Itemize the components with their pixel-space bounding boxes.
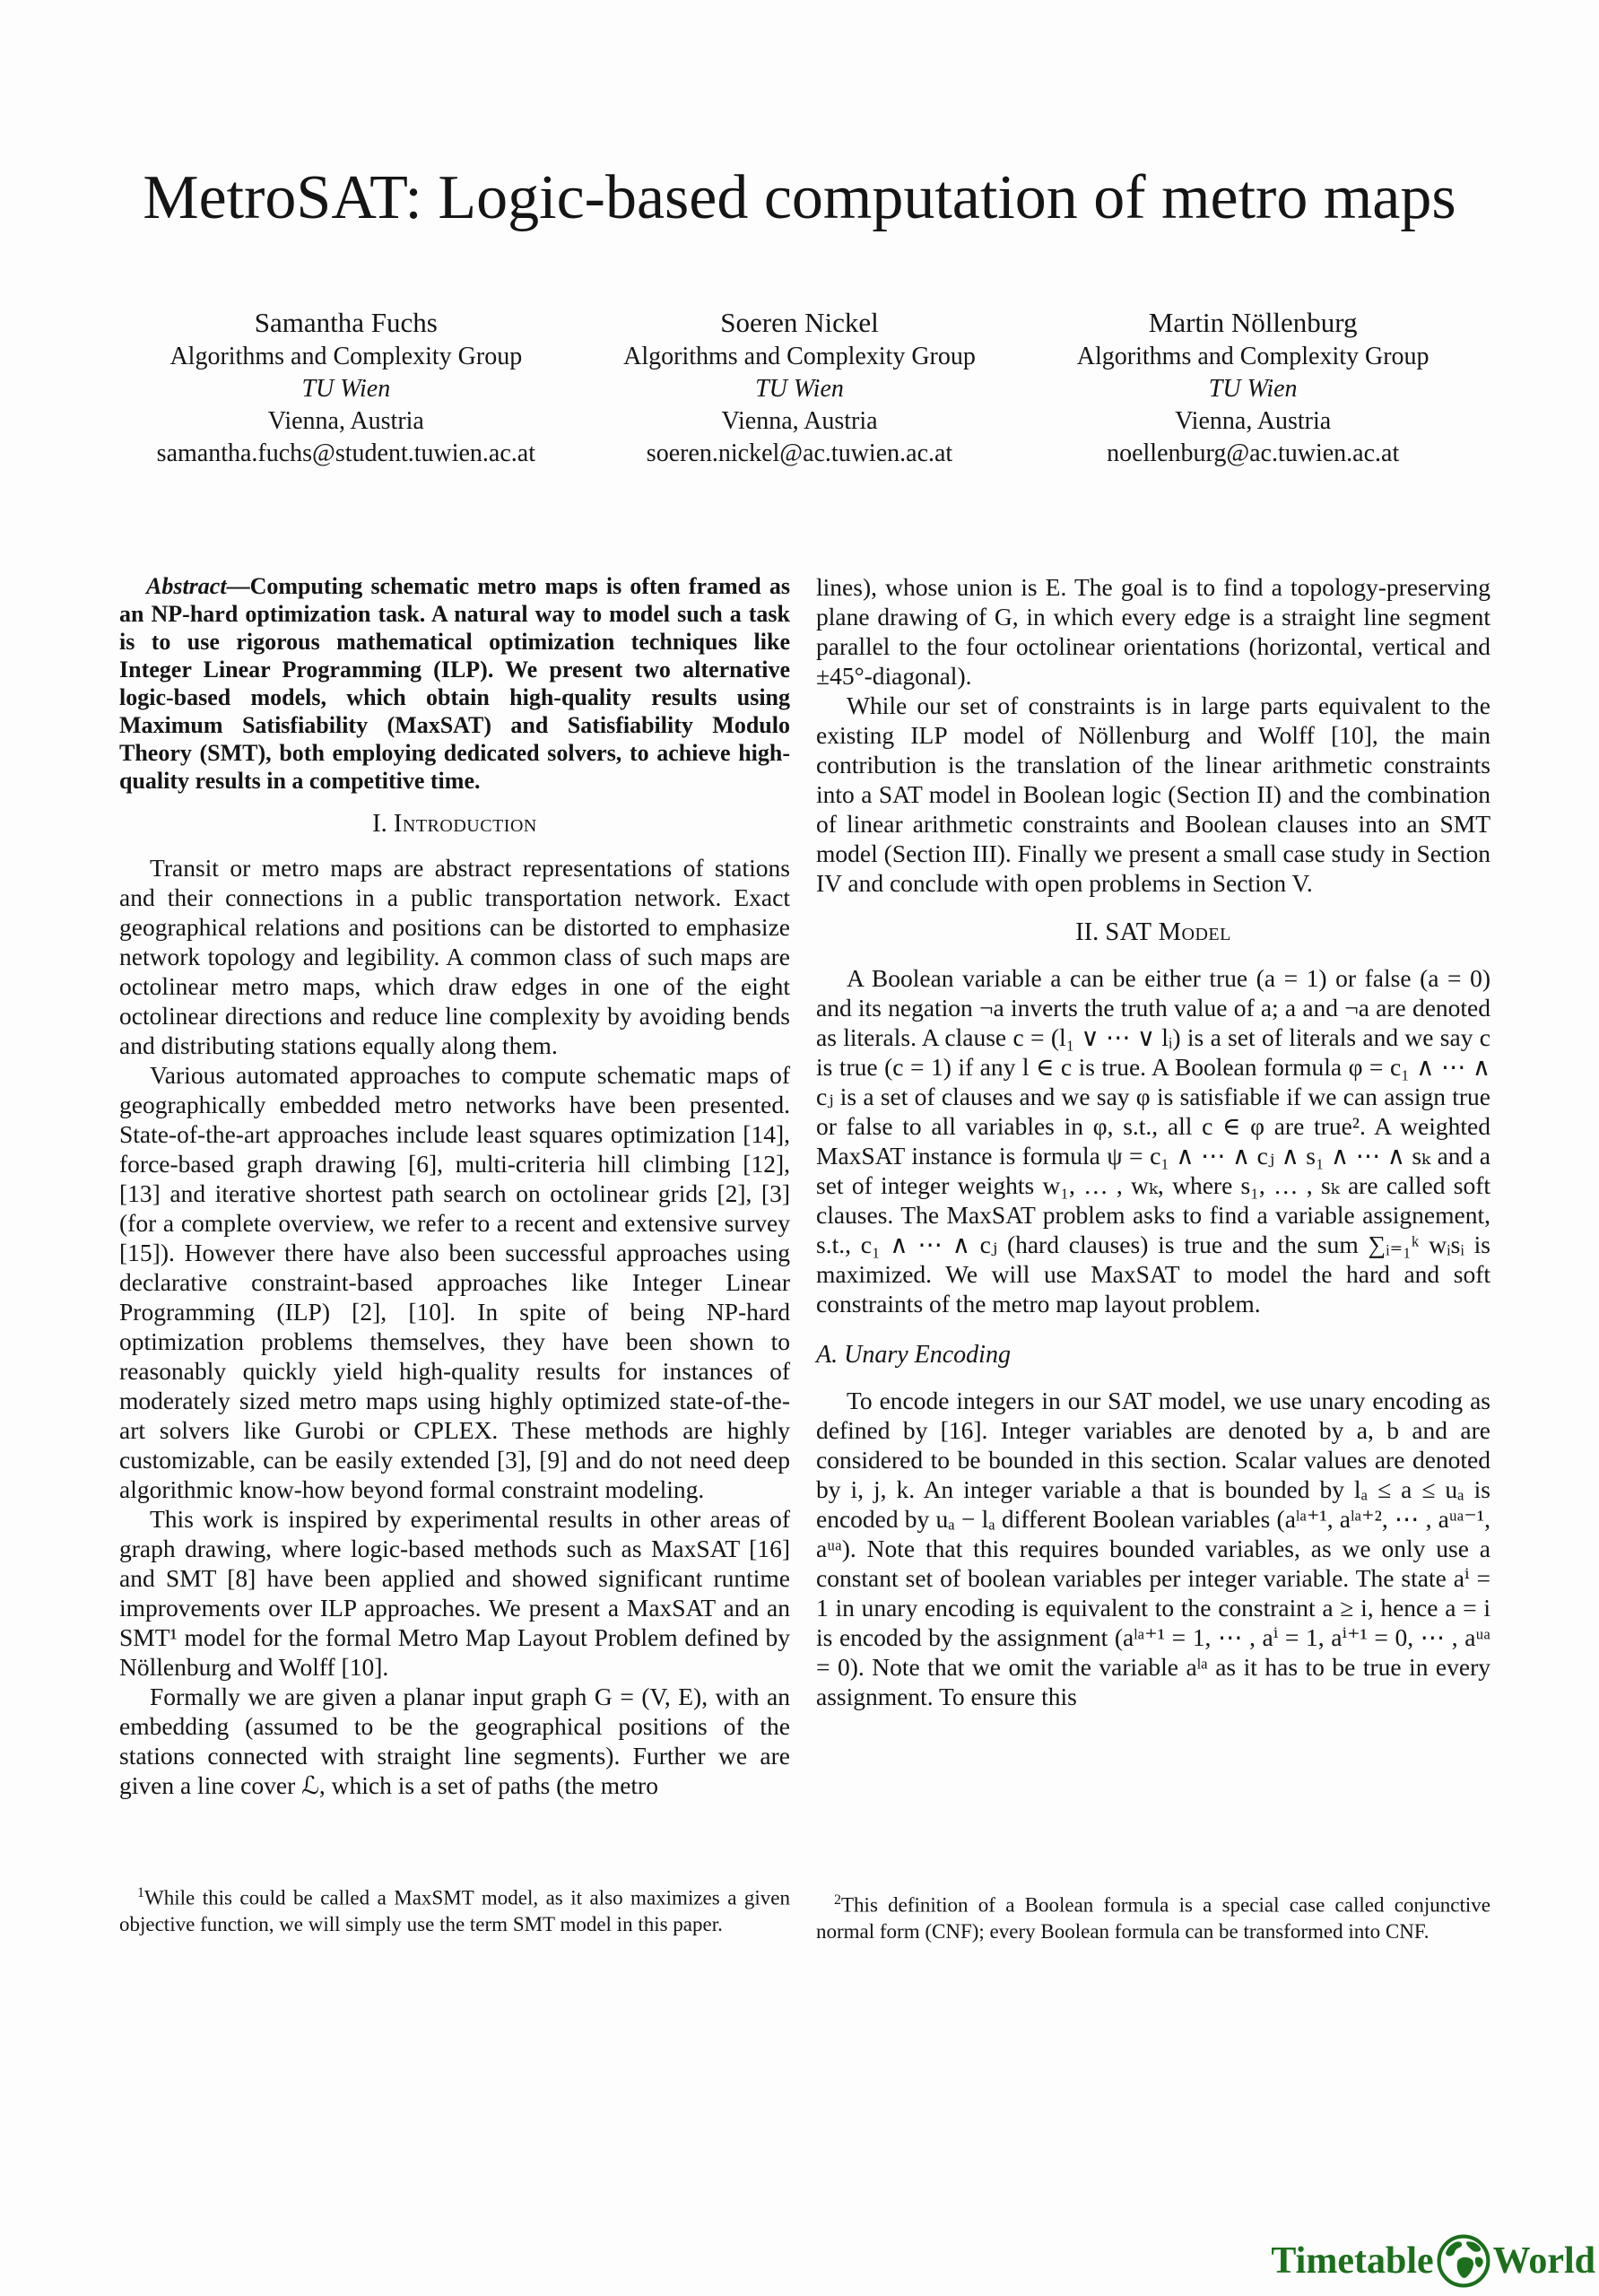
author-1 [119,305,573,470]
author-block [119,305,1480,470]
paragraph: lines), whose union is E. The goal is to find a topology-preserving plane drawing of G, in which every edge is a straight line segment parallel to the four octolinear orientations (horizontal, vertical and ±45°-diagonal). [816,573,1490,690]
logo-word-right: World [1492,2240,1595,2282]
author-location: Vienna, Austria [1175,407,1332,435]
abstract-label: Abstract [146,573,227,599]
footnote-text [119,1880,790,1937]
author-location: Vienna, Austria [721,407,878,435]
author-name: Martin Nöllenburg [1148,307,1358,338]
author-email: samantha.fuchs@student.tuwien.ac.at [156,439,535,467]
section-heading-introduction [119,809,790,839]
logo-word-left: Timetable [1271,2240,1434,2282]
author-group: Algorithms and Complexity Group [169,343,523,370]
page-title: MetroSAT: Logic-based computation of metro maps [143,163,1456,232]
section-number: II. [1075,918,1099,946]
paragraph: Formally we are given a planar input graph G = (V, E), with an embedding (assumed to be the geographical positions of the stations connected with straight line segments). Further we are given a line cover ℒ, which is a set of paths (the metro [119,1683,790,1799]
footnote-2 [816,1887,1490,1944]
footnote-marker: 2 [834,1892,841,1908]
footnote-body: While this could be called a MaxSMT model, as it also maximizes a given objective function, we will simply use the term SMT model in this paper. [119,1886,790,1935]
author-institution: TU Wien [301,375,391,403]
abstract [119,572,790,795]
subsection-label: A. [816,1341,839,1369]
paragraph: This work is inspired by experimental results in other areas of graph drawing, where logic-based methods such as MaxSAT [16] and SMT [8] have been applied and showed significant runtime improvements over ILP approaches. We present a MaxSAT and an SMT¹ model for the formal Metro Map Layout Problem defined by Nöllenburg and Wolff [10]. [119,1505,790,1681]
author-3 [1026,305,1480,470]
abstract-text: —Computing schematic metro maps is often framed as an NP-hard optimization task. A natural way to model such a task is to use rigorous mathematical optimization techniques like Integer Linear Programming (ILP). We present two alternative logic-based models, which obtain high-quality results using Maximum Satisfiability (MaxSAT) and Satisfiability Modulo Theory (SMT), both employing dedicated solvers, to achieve high-quality results in a competitive time. [119,573,790,794]
author-email: noellenburg@ac.tuwien.ac.at [1107,439,1400,467]
subsection-title: Unary Encoding [844,1341,1011,1369]
author-email: soeren.nickel@ac.tuwien.ac.at [646,439,953,467]
author-location: Vienna, Austria [267,407,424,435]
paragraph: While our set of constraints is in large parts equivalent to the existing ILP model of Nöllenburg and Wolff [10], the main contribution is the translation of the linear arithmetic constraints into a SAT model in Boolean logic (Section II) and the combination of linear arithmetic constraints and Boolean clauses into an SMT model (Section III). Finally we present a small case study in Section IV and conclude with open problems in Section V. [816,691,1490,897]
author-name: Samantha Fuchs [254,307,438,338]
section-title: Introduction [393,810,537,838]
column-left [119,572,790,1800]
paragraph: Various automated approaches to compute schematic maps of geographically embedded metro networks have been presented. State-of-the-art approaches include least squares optimization [14], force-based graph drawing [6], multi-criteria hill climbing [12], [13] and iterative shortest path search on octolinear grids [2], [3] (for a complete overview, we refer to a recent and extensive survey [15]). However there have also been successful approaches using declarative constraint-based approaches like Integer Linear Programming (ILP) [2], [10]. In spite of being NP-hard optimization problems themselves, they have been shown to reasonably quickly yield high-quality results for instances of moderately sized metro maps using highly optimized state-of-the-art solvers like Gurobi or CPLEX. These methods are highly customizable, can be easily extended [3], [9] and do not need deep algorithmic know-how beyond formal constraint modeling. [119,1061,790,1503]
subsection-heading-unary-encoding [816,1340,1490,1370]
footnote-body: This definition of a Boolean formula is a special case called conjunctive normal form (CNF); every Boolean formula can be transformed into CNF. [816,1893,1490,1943]
paragraph: Transit or metro maps are abstract representations of stations and their connections in a public transportation network. Exact geographical relations and positions can be distorted to emphasize network topology and legibility. A common class of such maps are octolinear metro maps, which draw edges in one of the eight octolinear directions and reduce line complexity by avoiding bends and distributing stations equally along them. [119,854,790,1059]
author-group: Algorithms and Complexity Group [623,343,976,370]
author-2 [573,305,1027,470]
paragraph: To encode integers in our SAT model, we use unary encoding as defined by [16]. Integer variables are denoted by a, b and are considered to be bounded in this section. Scalar values are denoted by i, j, k. An integer variable a that is bounded by lₐ ≤ a ≤ uₐ is encoded by uₐ − lₐ different Boolean variables (aˡᵃ⁺¹, aˡᵃ⁺², ⋯ , aᵘᵃ⁻¹, aᵘᵃ). Note that this requires bounded variables, as we only use a constant set of boolean variables per integer variable. The state aⁱ = 1 in unary encoding is equivalent to the constraint a ≥ i, hence a = i is encoded by the assignment (aˡᵃ⁺¹ = 1, ⋯ , aⁱ = 1, aⁱ⁺¹ = 0, ⋯ , aᵘᵃ = 0). Note that we omit the variable aˡᵃ as it has to be true in every assignment. To ensure this [816,1387,1490,1710]
paragraph: A Boolean variable a can be either true (a = 1) or false (a = 0) and its negation ¬a inverts the truth value of a; a and ¬a are denoted as literals. A clause c = (l₁ ∨ ⋯ ∨ lᵢ) is a set of literals and we say c is true (c = 1) if any l ∈ c is true. A Boolean formula φ = c₁ ∧ ⋯ ∧ cⱼ is a set of clauses and we say φ is satisfiable if we can assign true or false to all variables in φ, s.t., all c ∈ φ are true². A weighted MaxSAT instance is formula ψ = c₁ ∧ ⋯ ∧ cⱼ ∧ s₁ ∧ ⋯ ∧ sₖ and a set of integer weights w₁, … , wₖ, where s₁, … , sₖ are called soft clauses. The MaxSAT problem asks to find a variable assignement, s.t., c₁ ∧ ⋯ ∧ cⱼ (hard clauses) is true and the sum ∑ᵢ₌₁ᵏ wᵢsᵢ is maximized. We will use MaxSAT to model the hard and soft constraints of the metro map layout problem. [816,964,1490,1318]
author-group: Algorithms and Complexity Group [1076,343,1430,370]
author-institution: TU Wien [1208,375,1298,403]
timetable-world-logo [1271,2233,1595,2289]
footnote-marker: 1 [137,1885,144,1900]
author-institution: TU Wien [755,375,844,403]
footnote-text [816,1887,1490,1944]
globe-icon [1436,2233,1491,2289]
footnote-1 [119,1880,790,1937]
section-heading-sat-model [816,918,1490,947]
column-right [816,572,1490,1711]
section-title: SAT Model [1105,918,1231,946]
section-number: I. [372,810,387,838]
author-name: Soeren Nickel [720,307,879,338]
